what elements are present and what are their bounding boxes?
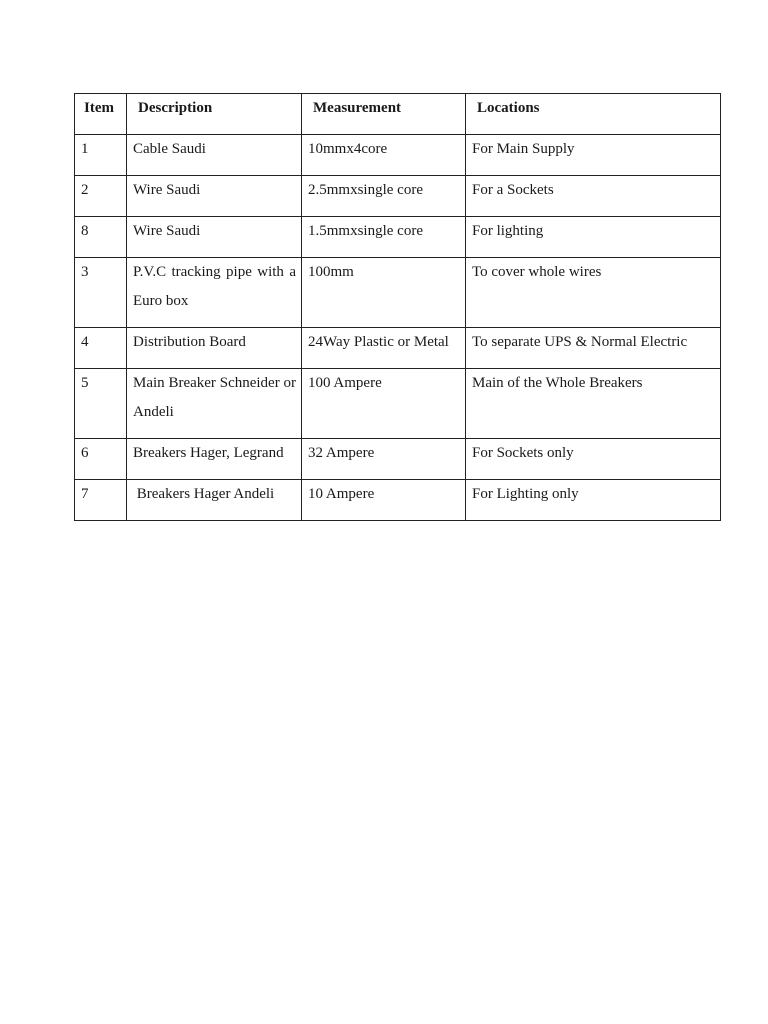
measurement-cell: 1.5mmxsingle core [302,217,466,258]
location-cell: For Sockets only [466,439,721,480]
table-body [75,135,721,521]
description-cell: Wire Saudi [127,217,302,258]
location-cell: For Main Supply [466,135,721,176]
location-cell: To cover whole wires [466,258,721,328]
materials-table [74,93,721,521]
item-cell: 2 [75,176,127,217]
measurement-cell: 100 Ampere [302,369,466,439]
item-cell: 6 [75,439,127,480]
table-row [75,369,721,439]
table-header-row [75,94,721,135]
table-header [75,94,721,135]
header-description: Description [127,94,302,135]
description-cell: Distribution Board [127,328,302,369]
table-row [75,135,721,176]
table-row [75,217,721,258]
measurement-cell: 100mm [302,258,466,328]
table-row [75,439,721,480]
measurement-cell: 24Way Plastic or Metal [302,328,466,369]
location-cell: For lighting [466,217,721,258]
item-cell: 5 [75,369,127,439]
measurement-cell: 10mmx4core [302,135,466,176]
table-row [75,328,721,369]
item-cell: 8 [75,217,127,258]
location-cell: To separate UPS & Normal Electric [466,328,721,369]
item-cell: 7 [75,480,127,521]
location-cell: For Lighting only [466,480,721,521]
table-row [75,176,721,217]
description-cell: Breakers Hager, Legrand [127,439,302,480]
item-cell: 4 [75,328,127,369]
item-cell: 1 [75,135,127,176]
description-cell: P.V.C tracking pipe with a Euro box [127,258,302,328]
table-row [75,258,721,328]
description-cell: Wire Saudi [127,176,302,217]
measurement-cell: 10 Ampere [302,480,466,521]
location-cell: Main of the Whole Breakers [466,369,721,439]
table-row [75,480,721,521]
measurement-cell: 2.5mmxsingle core [302,176,466,217]
description-cell: Breakers Hager Andeli [127,480,302,521]
item-cell: 3 [75,258,127,328]
header-measurement: Measurement [302,94,466,135]
location-cell: For a Sockets [466,176,721,217]
header-locations: Locations [466,94,721,135]
measurement-cell: 32 Ampere [302,439,466,480]
description-cell: Main Breaker Schneider or Andeli [127,369,302,439]
header-item: Item [75,94,127,135]
description-cell: Cable Saudi [127,135,302,176]
